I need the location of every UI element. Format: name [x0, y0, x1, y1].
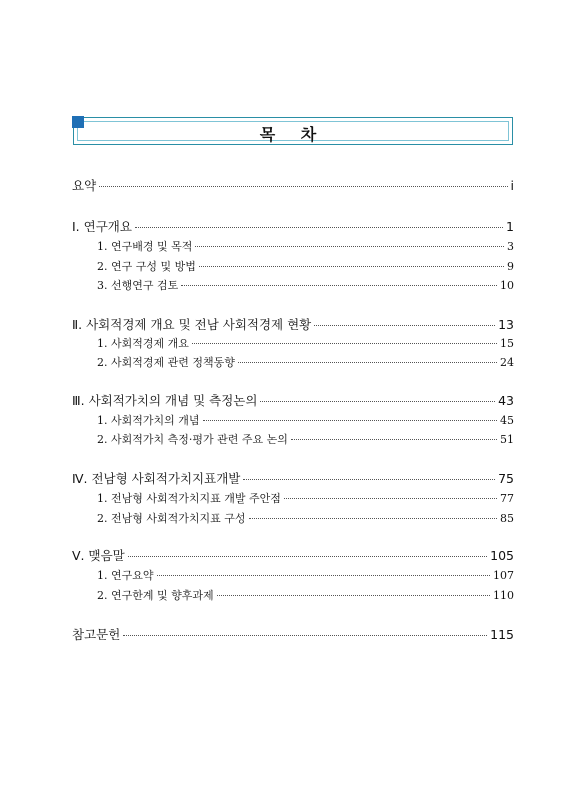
toc-entry-label: Ⅲ. 사회적가치의 개념 및 측정논의	[72, 393, 258, 408]
toc-entry-section-2-1[interactable]	[72, 335, 514, 351]
toc-entry-section-4-2[interactable]	[72, 510, 514, 526]
toc-page-number: 105	[490, 548, 514, 563]
toc-page-number: 13	[498, 317, 514, 332]
toc-leader-dots	[123, 635, 487, 636]
toc-entry-label: 2. 연구 구성 및 방법	[97, 260, 196, 273]
toc-page-number: 75	[498, 471, 514, 486]
toc-leader-dots	[238, 362, 497, 363]
toc-entry-section-1-1[interactable]	[72, 238, 514, 254]
toc-page-number: 43	[498, 393, 514, 408]
toc-entry-label: 1. 전남형 사회적가치지표 개발 주안점	[97, 492, 281, 505]
toc-leader-dots	[217, 595, 490, 596]
toc-leader-dots	[199, 266, 504, 267]
toc-leader-dots	[192, 343, 497, 344]
toc-entry-chapter-3[interactable]	[72, 391, 514, 409]
toc-leader-dots	[203, 420, 498, 421]
toc-entry-chapter-4[interactable]	[72, 469, 514, 487]
toc-entry-section-1-3[interactable]	[72, 277, 514, 293]
toc-entry-section-3-2[interactable]	[72, 431, 514, 447]
toc-page-number: 77	[500, 492, 514, 505]
toc-leader-dots	[135, 227, 503, 228]
toc-leader-dots	[195, 246, 504, 247]
toc-entry-label: 1. 사회적가치의 개념	[97, 414, 200, 427]
toc-leader-dots	[243, 479, 495, 480]
toc-entry-section-1-2[interactable]	[72, 258, 514, 274]
toc-leader-dots	[260, 401, 495, 402]
toc-page-number: 107	[493, 569, 514, 582]
toc-entry-section-4-1[interactable]	[72, 490, 514, 506]
page-title: 목 차	[259, 125, 327, 144]
toc-entry-summary[interactable]	[72, 176, 514, 194]
toc-entry-section-5-2[interactable]	[72, 587, 514, 603]
toc-page-number: 51	[500, 433, 514, 446]
toc-entry-label: 2. 전남형 사회적가치지표 구성	[97, 512, 246, 525]
toc-entry-label: Ⅰ. 연구개요	[72, 219, 132, 234]
toc-entry-chapter-2[interactable]	[72, 315, 514, 333]
toc-entry-label: 3. 선행연구 검토	[97, 279, 179, 292]
toc-page-number: 9	[507, 260, 514, 273]
toc-page-number: 10	[500, 279, 514, 292]
toc-leader-dots	[128, 556, 487, 557]
toc-page-number: 3	[507, 240, 514, 253]
toc-page-number: ⅰ	[510, 178, 514, 193]
toc-leader-dots	[181, 285, 497, 286]
toc-entry-section-3-1[interactable]	[72, 412, 514, 428]
toc-entry-label: Ⅱ. 사회적경제 개요 및 전남 사회적경제 현황	[72, 317, 312, 332]
toc-entry-label: 1. 사회적경제 개요	[97, 337, 189, 350]
toc-page-number: 1	[506, 219, 514, 234]
toc-page-number: 110	[493, 589, 514, 602]
toc-leader-dots	[291, 439, 497, 440]
toc-entry-chapter-1[interactable]	[72, 217, 514, 235]
toc-page-number: 45	[500, 414, 514, 427]
toc-leader-dots	[249, 518, 498, 519]
toc-entry-label: Ⅴ. 맺음말	[72, 548, 125, 563]
toc-leader-dots	[314, 325, 495, 326]
toc-entry-label: 2. 사회적가치 측정·평가 관련 주요 논의	[97, 433, 288, 446]
toc-leader-dots	[99, 186, 507, 187]
toc-entry-label: 1. 연구배경 및 목적	[97, 240, 193, 253]
toc-entry-label: 1. 연구요약	[97, 569, 154, 582]
toc-page-number: 15	[500, 337, 514, 350]
toc-leader-dots	[284, 498, 497, 499]
toc-entry-chapter-5[interactable]	[72, 546, 514, 564]
toc-page-number: 115	[490, 627, 514, 642]
toc-entry-label: Ⅳ. 전남형 사회적가치지표개발	[72, 471, 241, 486]
toc-entry-label: 참고문헌	[72, 627, 121, 642]
toc-entry-section-5-1[interactable]	[72, 567, 514, 583]
toc-page-number: 85	[500, 512, 514, 525]
title-accent-square	[72, 116, 84, 128]
toc-entry-section-2-2[interactable]	[72, 354, 514, 370]
toc-entry-references[interactable]	[72, 625, 514, 643]
toc-page-number: 24	[500, 356, 514, 369]
toc-entry-label: 요약	[72, 178, 97, 193]
toc-title-box	[73, 117, 513, 145]
toc-leader-dots	[157, 575, 491, 576]
toc-entry-label: 2. 연구한계 및 향후과제	[97, 589, 214, 602]
toc-entry-label: 2. 사회적경제 관련 정책동향	[97, 356, 235, 369]
